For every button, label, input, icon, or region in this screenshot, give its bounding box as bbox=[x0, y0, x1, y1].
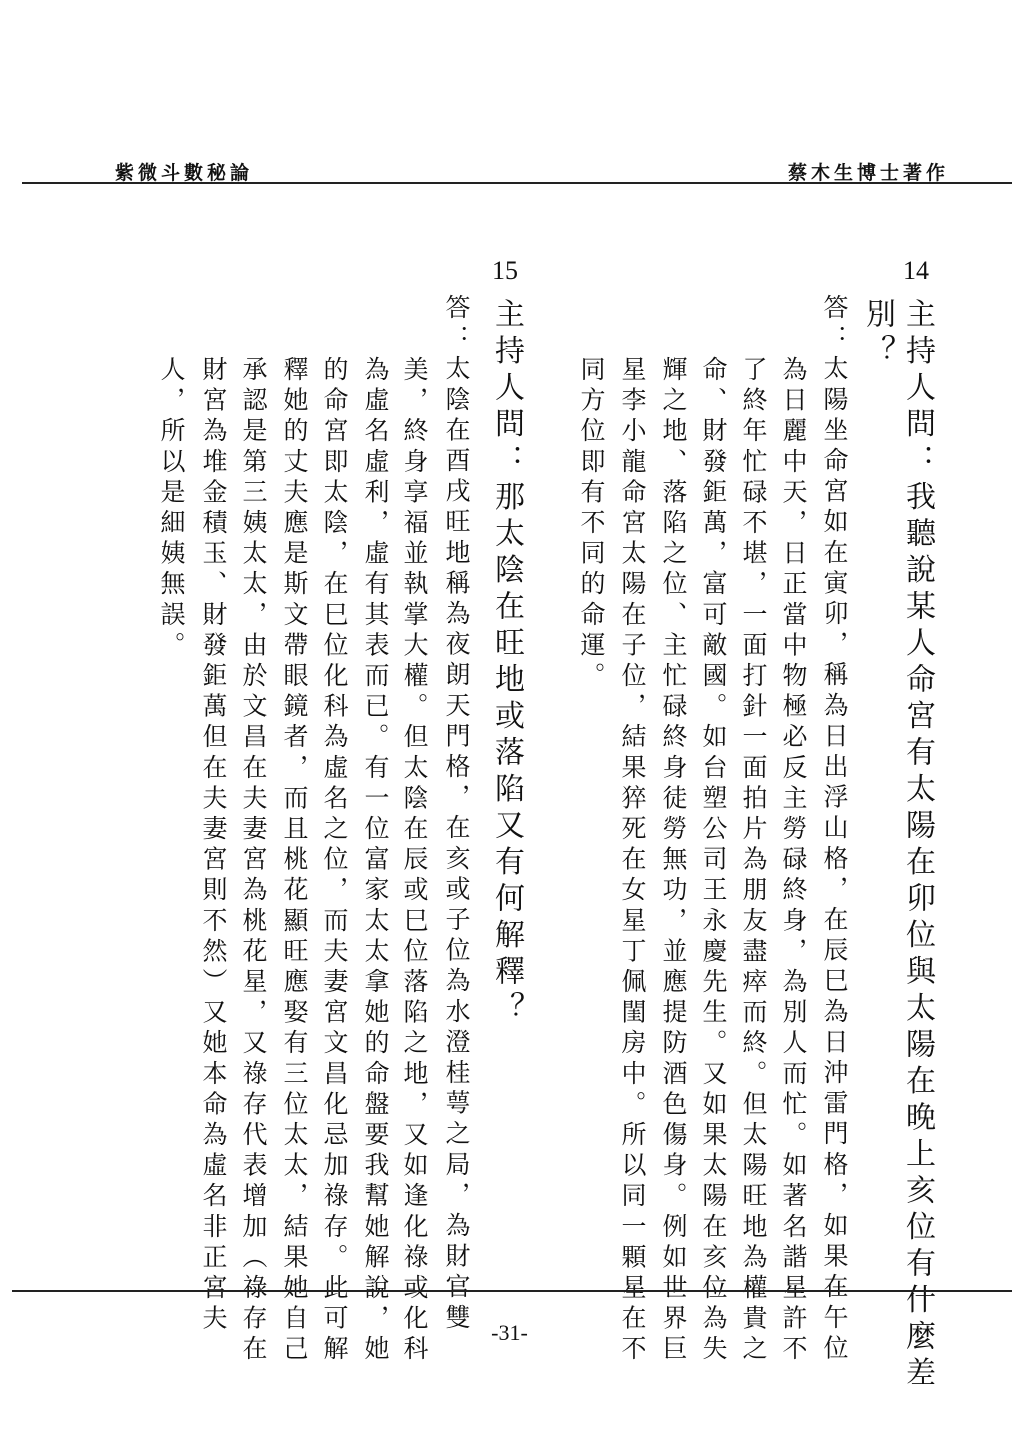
answer-14-line-5: 輝之地、落陷之位、主忙碌終身徒勞無功，並應提防酒色傷身。例如世界巨 bbox=[659, 356, 688, 1366]
answer-15-line-8: 人，所以是細姨無誤。 bbox=[157, 356, 186, 662]
question-15-number: 15 bbox=[492, 256, 518, 285]
author-credit: 蔡木生博士著作 bbox=[787, 162, 949, 184]
answer-15-line-5: 釋她的丈夫應是斯文帶眼鏡者，而且桃花顯旺應娶有三位太太，結果她自己 bbox=[280, 356, 309, 1366]
answer-15-line-1: 答：太陰在酉戌旺地稱為夜朗天門格，在亥或子位為水澄桂萼之局，為財官雙 bbox=[442, 294, 471, 1335]
question-14-line-1: 主持人問：我聽說某人命宮有太陽在卯位與太陽在晚上亥位有什麼差 bbox=[900, 298, 935, 1393]
answer-15-line-4: 的命宮即太陰，在巳位化科為虛名之位，而夫妻宮文昌化忌加祿存。此可解 bbox=[320, 356, 349, 1366]
answer-14-line-4: 命、財發鉅萬，富可敵國。如台塑公司王永慶先生。又如果太陽在亥位為失 bbox=[699, 356, 728, 1366]
page-number: -31- bbox=[491, 1320, 528, 1345]
answer-14-line-6: 星李小龍命宮太陽在子位，結果猝死在女星丁佩閨房中。所以同一顆星在不 bbox=[618, 356, 647, 1366]
answer-14-line-2: 為日麗中天，日正當中物極必反主勞碌終身，為別人而忙。如著名諧星許不 bbox=[779, 356, 808, 1366]
question-15-line-1: 主持人問：那太陰在旺地或落陷又有何解釋？ bbox=[489, 298, 524, 1028]
answer-14-line-7: 同方位即有不同的命運。 bbox=[577, 356, 606, 693]
answer-15-line-7: 財宮為堆金積玉、財發鉅萬但在夫妻宮則不然）又她本命為虛名非正宮夫 bbox=[199, 356, 228, 1336]
answer-15-line-6: 承認是第三姨太太，由於文昌在夫妻宮為桃花星，又祿存代表增加（祿存在 bbox=[239, 356, 268, 1366]
answer-14-line-1: 答：太陽坐命宮如在寅卯，稱為日出浮山格，在辰巳為日沖雷門格，如果在午位 bbox=[820, 294, 849, 1365]
answer-15-line-3: 為虛名虛利，虛有其表而已。有一位富家太太拿她的命盤要我幫她解說，她 bbox=[361, 356, 390, 1366]
footer-divider bbox=[12, 1290, 1012, 1292]
answer-15-line-2: 美，終身享福並執掌大權。但太陰在辰或巳位落陷之地，又如逢化祿或化科 bbox=[400, 356, 429, 1366]
book-title: 紫微斗數秘論 bbox=[115, 162, 254, 184]
question-14-line-2: 別？ bbox=[860, 298, 895, 371]
answer-14-line-3: 了終年忙碌不堪，一面打針一面拍片為朋友盡瘁而終。但太陽旺地為權貴之 bbox=[739, 356, 768, 1366]
question-14-number: 14 bbox=[903, 256, 929, 285]
header-divider bbox=[22, 182, 1012, 184]
